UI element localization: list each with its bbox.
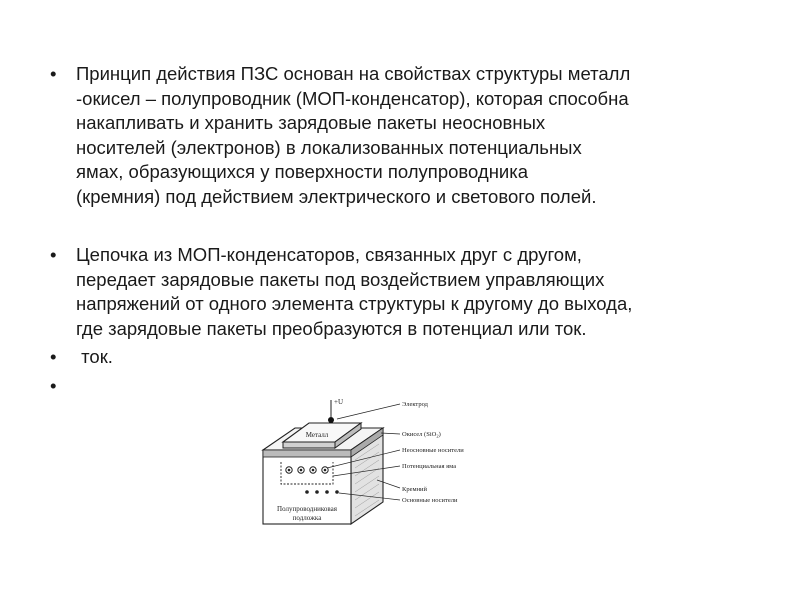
bullet-line: Цепочка из МОП-конденсаторов, связанных друг с другом,	[76, 244, 582, 265]
bullet-line: Принцип действия ПЗС основан на свойствах структуры металл	[76, 63, 631, 84]
bullet-line: ток.	[76, 346, 113, 367]
metal-label: Металл	[305, 431, 329, 439]
mos-capacitor-diagram	[255, 390, 505, 530]
bullet-item-ccd-principle	[44, 62, 744, 209]
bullet-list	[44, 62, 744, 396]
bullet-line: (кремния) под действием электрического и светового полей.	[76, 185, 597, 207]
bullet-marker: •	[50, 374, 57, 396]
bullet-item-mos-chain	[44, 243, 744, 341]
bullet-marker: •	[50, 63, 57, 84]
callout-oxide: Окисел (SiO$_2$)	[402, 431, 441, 439]
callout-potential-well: Потенциальная яма	[402, 463, 457, 470]
substrate-label-line-2: подложка	[292, 514, 322, 522]
bullet-marker: •	[50, 244, 57, 265]
voltage-terminal	[328, 398, 343, 423]
bullet-line: напряжений от одного элемента структуры к другому до выхода,	[76, 293, 633, 314]
substrate-label-line-1: Полупроводниковая	[277, 505, 337, 513]
bullet-line: носителей (электронов) в локализованных потенциальных	[76, 136, 582, 158]
bullet-line: передает зарядовые пакеты под воздействием управляющих	[76, 268, 605, 290]
bullet-line: ямах, образующихся у поверхности полупроводника	[76, 161, 529, 182]
bullet-line: где зарядовые пакеты преобразуются в потенциал или ток.	[76, 317, 587, 339]
bullet-marker: •	[50, 346, 57, 367]
bullet-line: накапливать и хранить зарядовые пакеты неосновных	[76, 112, 546, 133]
callout-minority-carriers: Неосновные носители	[402, 447, 464, 454]
callout-electrode: Электрод	[402, 401, 428, 408]
bullet-item-current	[44, 345, 744, 370]
bullet-line: -окисел – полупроводник (МОП-конденсатор), которая способна	[76, 87, 629, 109]
callout-majority-carriers: Основные носители	[402, 497, 458, 504]
voltage-label: +U	[334, 398, 344, 406]
callout-silicon: Кремний	[402, 486, 428, 493]
